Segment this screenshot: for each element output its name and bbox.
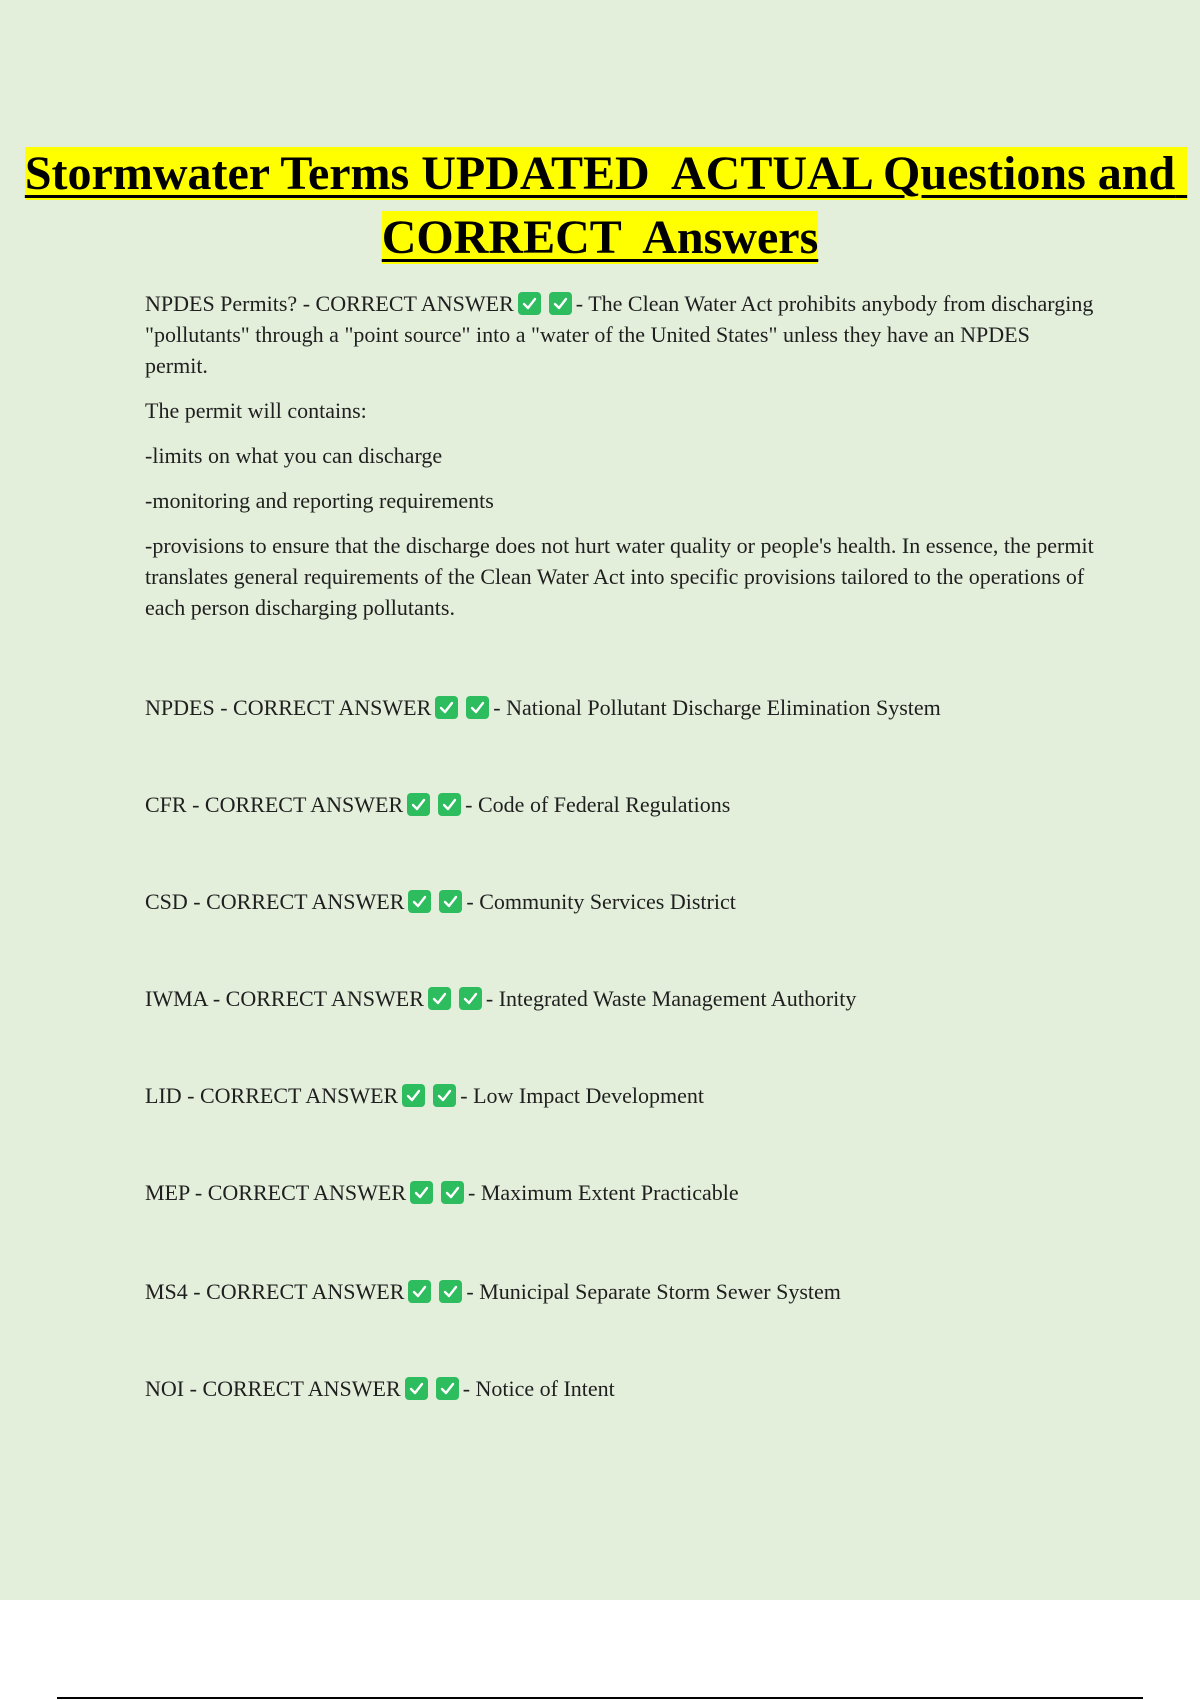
check-mark-icon xyxy=(438,793,461,816)
term-definition: Low Impact Development xyxy=(473,1083,704,1108)
term-definition: Municipal Separate Storm Sewer System xyxy=(479,1279,841,1304)
intro-answer: The Clean Water Act prohibits anybody from discharging "pollutants" through a "point source" into a "water of the United States" unless they have an NPDES permit. xyxy=(145,291,1094,378)
term-row: IWMA - CORRECT ANSWER - Integrated Waste Management Authority xyxy=(145,986,857,1011)
check-mark-icon xyxy=(408,890,431,913)
check-mark-icon xyxy=(549,292,572,315)
footer-divider xyxy=(57,1697,1143,1699)
intro-paragraph: The permit will contains: xyxy=(145,398,367,423)
term-row: NOI - CORRECT ANSWER - Notice of Intent xyxy=(145,1376,615,1401)
answer-marker: CORRECT ANSWER xyxy=(315,291,514,316)
check-mark-icon xyxy=(410,1181,433,1204)
check-mark-icon xyxy=(405,1377,428,1400)
intro-term: NPDES Permits? xyxy=(145,291,298,316)
intro-paragraph: -provisions to ensure that the discharge does not hurt water quality or people's health. In essence, the permit translates general requirements of the Clean Water Act into specific provisions tailored to the operations of each person discharging pollutants. xyxy=(145,533,1094,620)
term-label: NPDES xyxy=(145,695,215,720)
intro-paragraph: -monitoring and reporting requirements xyxy=(145,488,494,513)
check-mark-icon xyxy=(433,1084,456,1107)
check-mark-icon xyxy=(439,1280,462,1303)
term-definition: Maximum Extent Practicable xyxy=(480,1180,739,1205)
term-row: MEP - CORRECT ANSWER - Maximum Extent Practicable xyxy=(145,1180,739,1205)
intro-section xyxy=(145,288,1095,623)
answer-marker: CORRECT ANSWER xyxy=(233,695,432,720)
check-mark-icon xyxy=(439,890,462,913)
check-mark-icon xyxy=(436,1377,459,1400)
check-mark-icon xyxy=(435,696,458,719)
term-label: CFR xyxy=(145,792,187,817)
answer-marker: CORRECT ANSWER xyxy=(206,1279,405,1304)
term-row: NPDES - CORRECT ANSWER - National Pollutant Discharge Elimination System xyxy=(145,695,941,720)
term-row: LID - CORRECT ANSWER - Low Impact Development xyxy=(145,1083,704,1108)
term-label: LID xyxy=(145,1083,182,1108)
term-row: CFR - CORRECT ANSWER - Code of Federal Regulations xyxy=(145,792,731,817)
answer-marker: CORRECT ANSWER xyxy=(225,986,424,1011)
term-label: CSD xyxy=(145,889,188,914)
term-definition: Community Services District xyxy=(479,889,736,914)
term-label: IWMA xyxy=(145,986,208,1011)
answer-marker: CORRECT ANSWER xyxy=(199,1083,399,1108)
check-mark-icon xyxy=(441,1181,464,1204)
answer-marker: CORRECT ANSWER xyxy=(204,792,404,817)
title-block xyxy=(0,142,1200,270)
intro-paragraph: -limits on what you can discharge xyxy=(145,443,443,468)
term-definition: Integrated Waste Management Authority xyxy=(498,986,857,1011)
term-row: CSD - CORRECT ANSWER - Community Services District xyxy=(145,889,736,914)
intro-qa: NPDES Permits? - CORRECT ANSWER - The Clean Water Act prohibits anybody from discharging "pollutants" through a "point source" into a "water of the United States" unless they have an NPDES permit. xyxy=(145,291,1094,378)
answer-marker: CORRECT ANSWER xyxy=(207,1180,406,1205)
answer-marker: CORRECT ANSWER xyxy=(206,889,405,914)
check-mark-icon xyxy=(407,793,430,816)
term-label: MS4 xyxy=(145,1279,188,1304)
term-label: MEP xyxy=(145,1180,190,1205)
check-mark-icon xyxy=(428,987,451,1010)
check-mark-icon xyxy=(459,987,482,1010)
term-label: NOI xyxy=(145,1376,185,1401)
term-definition: National Pollutant Discharge Elimination System xyxy=(506,695,941,720)
answer-marker: CORRECT ANSWER xyxy=(202,1376,401,1401)
term-definition: Code of Federal Regulations xyxy=(478,792,731,817)
check-mark-icon xyxy=(408,1280,431,1303)
term-row: MS4 - CORRECT ANSWER - Municipal Separate Storm Sewer System xyxy=(145,1279,841,1304)
term-definition: Notice of Intent xyxy=(475,1376,615,1401)
check-mark-icon xyxy=(466,696,489,719)
check-mark-icon xyxy=(402,1084,425,1107)
check-mark-icon xyxy=(518,292,541,315)
document-title: Stormwater Terms UPDATED ACTUAL Questions and CORRECT Answers xyxy=(24,147,1188,264)
